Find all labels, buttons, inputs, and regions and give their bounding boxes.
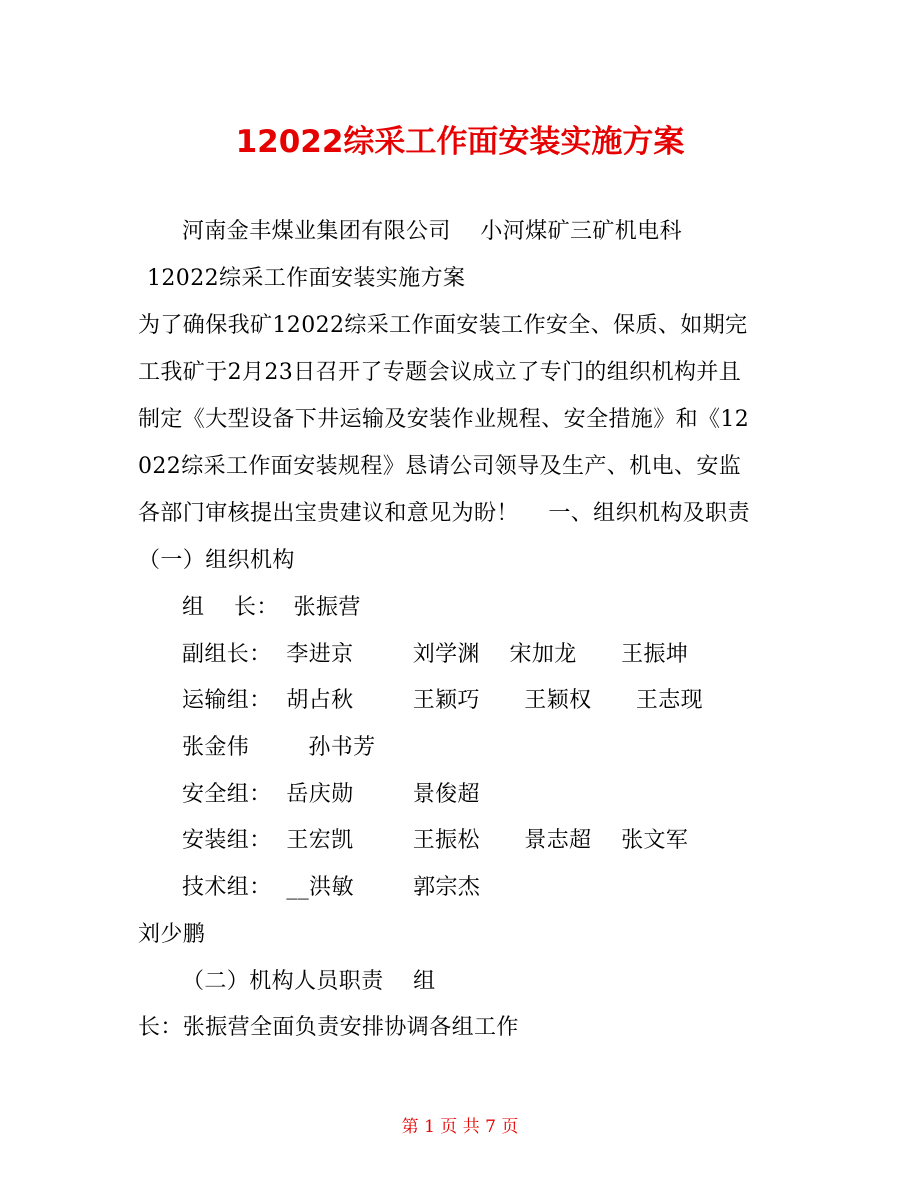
- org-row-tech-cont: 刘少鹏: [138, 922, 206, 947]
- org-row-install: 安装组： 王宏凯 王振松 景志超 张文军: [182, 828, 689, 853]
- subtitle-line: 12022综采工作面安装实施方案: [147, 266, 466, 291]
- org-row-deputy: 副组长： 李进京 刘学渊 宋加龙 王振坤: [182, 642, 689, 667]
- body-line: 制定《大型设备下井运输及安装作业规程、安全措施》和《12: [138, 407, 750, 432]
- body-line: 022综采工作面安装规程》恳请公司领导及生产、机电、安监: [138, 454, 742, 479]
- document-title: 12022综采工作面安装实施方案: [235, 124, 685, 160]
- body-line: 为了确保我矿12022综采工作面安装工作安全、保质、如期完: [138, 313, 748, 338]
- body-line: 长：张振营全面负责安排协调各组工作: [138, 1015, 519, 1040]
- page-footer: 第 1 页 共 7 页: [401, 1117, 519, 1137]
- org-row-transport-cont: 张金伟 孙书芳: [182, 735, 376, 760]
- body-line: 工我矿于2月23日召开了专题会议成立了专门的组织机构并且: [138, 360, 742, 385]
- header-line-company: 河南金丰煤业集团有限公司 小河煤矿三矿机电科: [182, 219, 682, 244]
- org-row-tech: 技术组： __洪敏 郭宗杰: [182, 875, 481, 900]
- org-row-transport: 运输组： 胡占秋 王颖巧 王颖权 王志现: [182, 688, 704, 713]
- org-row-safety: 安全组： 岳庆勋 景俊超: [182, 782, 480, 807]
- body-line: 各部门审核提出宝贵建议和意见为盼！ 一、组织机构及职责: [138, 501, 750, 526]
- section-heading-org: （一）组织机构: [138, 548, 295, 573]
- section-heading-duties: （二）机构人员职责 组: [182, 969, 436, 994]
- org-row-leader: 组 长： 张振营: [182, 595, 361, 620]
